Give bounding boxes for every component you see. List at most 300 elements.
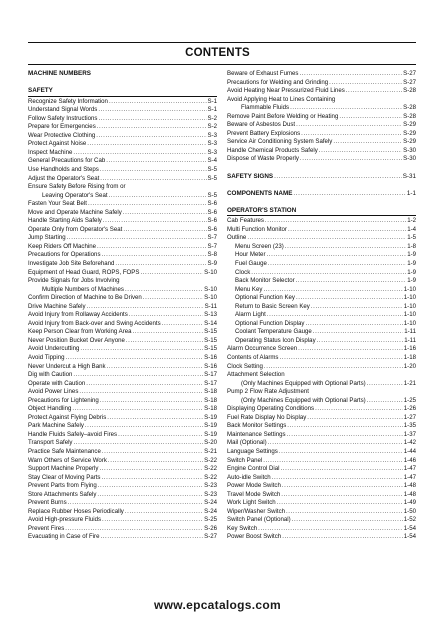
toc-entry[interactable] — [28, 149, 217, 158]
toc-entry[interactable] — [227, 251, 416, 260]
toc-entry-title: Optional Function Display — [235, 319, 305, 327]
toc-page-number: S-16 — [204, 362, 217, 370]
toc-dot-leader — [85, 422, 203, 431]
toc-entry[interactable] — [28, 277, 217, 286]
toc-entry[interactable] — [227, 286, 416, 295]
toc-entry-title: Beware of Exhaust Fumes — [227, 70, 299, 77]
toc-entry-title: Mail (Optional) — [227, 439, 267, 447]
toc-page-number: S-20 — [204, 439, 217, 447]
toc-page-number: S-2 — [207, 114, 217, 122]
toc-entry[interactable] — [28, 371, 217, 380]
toc-entry[interactable] — [227, 533, 416, 542]
toc-dot-leader — [287, 431, 403, 440]
toc-page-number: 1-42 — [403, 439, 416, 447]
toc-page-number: 1-48 — [403, 490, 416, 498]
toc-page-number: 1-10 — [403, 302, 416, 310]
toc-page-number: 1-5 — [407, 234, 416, 242]
toc-dot-leader — [118, 431, 203, 440]
toc-entry-title: Pump 2 Flow Rate Adjustment — [227, 388, 309, 396]
toc-page-number: S-28 — [403, 87, 416, 95]
toc-dot-leader — [279, 448, 403, 457]
toc-entry[interactable] — [28, 448, 217, 457]
toc-entry[interactable] — [28, 328, 217, 337]
toc-entry-title: Protect Against Noise — [28, 140, 87, 148]
toc-entry-title: Ensure Safety Before Rising from or — [28, 183, 126, 191]
toc-entry[interactable] — [28, 251, 217, 260]
toc-page-number: S-17 — [204, 379, 217, 387]
toc-entry-title: Menu Screen (23) — [235, 242, 284, 250]
toc-dot-leader — [100, 175, 206, 184]
toc-entry-title: Travel Mode Switch — [227, 490, 281, 498]
toc-entry[interactable] — [28, 499, 217, 508]
toc-dot-leader — [264, 363, 403, 372]
toc-entry-title: Prevent Parts from Flying — [28, 482, 97, 490]
toc-entry-title: Keep Person Clear from Working Area — [28, 328, 132, 336]
toc-entry[interactable] — [28, 226, 217, 235]
toc-dot-leader — [73, 149, 206, 158]
toc-entry[interactable] — [227, 226, 416, 235]
toc-entry[interactable] — [227, 303, 416, 312]
toc-entry-title: Key Switch — [227, 524, 258, 532]
toc-entry-title: Optional Function Key — [235, 294, 295, 302]
toc-entry-title: Back Monitor Settings — [227, 422, 287, 430]
toc-page-number: S-2 — [207, 123, 217, 131]
toc-entry[interactable] — [28, 354, 217, 363]
toc-page-number: 1-9 — [407, 277, 416, 285]
toc-entry[interactable] — [28, 388, 217, 397]
toc-page-number: S-29 — [403, 121, 416, 129]
toc-page-number: 1-47 — [403, 473, 416, 481]
toc-entry-title: Prevent Fires — [28, 524, 65, 532]
toc-entry-title: Avoid Undercutting — [28, 345, 80, 353]
toc-entry[interactable] — [28, 457, 217, 466]
toc-entry-title: Warn Others of Service Work — [28, 456, 107, 464]
toc-dot-leader — [80, 345, 203, 354]
toc-entry[interactable] — [227, 320, 416, 329]
toc-page-number: S-8 — [207, 251, 217, 259]
toc-entry[interactable] — [227, 525, 416, 534]
toc-entry-title: Never Undercut a High Bank — [28, 362, 106, 370]
toc-entry-title: Provide Signals for Jobs Involving — [28, 277, 120, 285]
toc-page-number: S-6 — [207, 200, 217, 208]
toc-dot-leader — [140, 269, 203, 278]
toc-entry[interactable] — [227, 448, 416, 457]
toc-entry[interactable] — [227, 474, 416, 483]
toc-page-number: S-24 — [204, 507, 217, 515]
toc-page-number: 1-4 — [407, 225, 416, 233]
toc-entry-title: Precautions for Operations — [28, 251, 101, 259]
toc-dot-leader — [100, 397, 203, 406]
toc-entry[interactable] — [227, 397, 416, 406]
toc-page-number: S-5 — [207, 191, 217, 199]
toc-page-number: S-28 — [403, 112, 416, 120]
toc-page-number: 1-11 — [404, 328, 416, 336]
toc-page-number: 1-8 — [407, 242, 416, 250]
toc-entry-title: Switch Panel (Optional) — [227, 516, 291, 524]
toc-entry-title: Operate with Caution — [28, 379, 86, 387]
toc-entry[interactable] — [28, 234, 217, 243]
toc-page-number: S-6 — [207, 217, 217, 225]
toc-entry-title: Displaying Operating Conditions — [227, 405, 315, 413]
toc-page-number: S-11 — [204, 302, 217, 310]
toc-entry[interactable] — [28, 209, 217, 218]
toc-page-number: S-16 — [204, 354, 217, 361]
toc-page-number: S-18 — [204, 405, 217, 413]
toc-entry[interactable] — [28, 123, 217, 132]
toc-entry[interactable] — [28, 482, 217, 491]
toc-page-number: S-19 — [204, 430, 217, 438]
toc-entry[interactable] — [28, 294, 217, 303]
toc-entry-title: Language Settings — [227, 448, 278, 456]
toc-entry[interactable] — [227, 138, 416, 147]
toc-dot-leader — [346, 87, 402, 96]
toc-entry[interactable] — [227, 491, 416, 500]
toc-page-number: 1-46 — [403, 456, 416, 464]
toc-page-number: S-5 — [207, 174, 217, 182]
toc-dot-leader — [293, 190, 405, 199]
title-top-rule — [28, 42, 416, 43]
toc-entry[interactable] — [227, 380, 416, 389]
toc-entry[interactable] — [28, 183, 217, 192]
toc-section-heading[interactable] — [227, 207, 416, 217]
toc-entry-title: OPERATOR'S STATION — [227, 206, 297, 214]
toc-dot-leader — [282, 533, 403, 542]
toc-entry[interactable] — [227, 422, 416, 431]
toc-entry-title: Move and Operate Machine Safely — [28, 208, 122, 216]
toc-dot-leader — [103, 217, 207, 226]
toc-spacer — [227, 181, 416, 190]
toc-page-number: S-25 — [204, 516, 217, 524]
toc-page-number: 1-10 — [403, 319, 416, 327]
toc-spacer — [227, 164, 416, 173]
toc-page-number: S-3 — [207, 140, 217, 148]
toc-page-number: S-22 — [204, 473, 217, 481]
toc-page-number: 1-49 — [403, 499, 416, 507]
toc-dot-leader — [305, 320, 402, 329]
toc-entry[interactable] — [28, 533, 217, 542]
toc-entry[interactable] — [28, 414, 217, 423]
toc-entry[interactable] — [227, 354, 416, 363]
toc-dot-leader — [72, 405, 203, 414]
toc-entry[interactable] — [227, 96, 416, 105]
toc-entry-title: MACHINE NUMBERS — [28, 70, 91, 77]
toc-dot-leader — [98, 115, 206, 124]
toc-entry-title: Practice Safe Maintenance — [28, 448, 101, 456]
toc-page-number: S-3 — [207, 148, 217, 156]
toc-page-number: 1-47 — [403, 465, 416, 473]
toc-dot-leader — [86, 380, 203, 389]
toc-dot-leader — [265, 217, 406, 226]
toc-dot-leader — [125, 508, 203, 517]
toc-entry[interactable] — [28, 465, 217, 474]
toc-dot-leader — [96, 132, 206, 141]
toc-entry-title: Avoid Injury from Back-over and Swing Accidents — [28, 319, 161, 327]
toc-spacer — [28, 79, 217, 88]
toc-entry[interactable] — [227, 260, 416, 269]
toc-page-number: 1-25 — [403, 396, 416, 404]
toc-entry[interactable] — [28, 217, 217, 226]
toc-entry[interactable] — [227, 217, 416, 226]
toc-page-number: S-17 — [204, 371, 217, 379]
toc-page-number: 1-11 — [404, 336, 416, 344]
toc-dot-leader — [274, 173, 402, 182]
toc-entry[interactable] — [227, 311, 416, 320]
toc-dot-leader — [313, 328, 403, 337]
toc-entry[interactable] — [227, 345, 416, 354]
toc-entry[interactable] — [227, 405, 416, 414]
toc-entry-title: Fasten Your Seat Belt — [28, 200, 87, 208]
toc-dot-leader — [333, 138, 402, 147]
toc-section-heading[interactable] — [28, 70, 217, 79]
toc-dot-leader — [87, 303, 204, 312]
toc-entry[interactable] — [28, 337, 217, 346]
toc-dot-leader — [277, 499, 403, 508]
toc-entry-title: Power Mode Switch — [227, 482, 281, 490]
toc-dot-leader — [315, 405, 403, 414]
toc-dot-leader — [102, 251, 207, 260]
title-bottom-rule — [28, 64, 416, 65]
toc-entry-title: Protect Against Flying Debris — [28, 413, 107, 421]
toc-entry[interactable] — [227, 431, 416, 440]
toc-entry[interactable] — [227, 113, 416, 122]
toc-dot-leader — [281, 465, 403, 474]
toc-page-number: 1-48 — [403, 482, 416, 490]
toc-entry[interactable] — [28, 260, 217, 269]
toc-entry[interactable] — [227, 277, 416, 286]
toc-entry-title: Follow Safety Instructions — [28, 114, 98, 122]
toc-entry[interactable] — [28, 166, 217, 175]
toc-dot-leader — [290, 104, 402, 113]
toc-entry[interactable] — [28, 286, 217, 295]
toc-dot-leader — [300, 155, 402, 164]
toc-dot-leader — [99, 465, 203, 474]
toc-spacer — [227, 198, 416, 207]
toc-dot-leader — [319, 147, 402, 156]
toc-entry-title: Equipment of Head Guard, ROPS, FOPS — [28, 268, 140, 276]
toc-entry-title: Handle Starting Aids Safely — [28, 217, 102, 225]
toc-entry[interactable] — [227, 155, 416, 164]
toc-dot-leader — [267, 311, 403, 320]
toc-entry[interactable] — [227, 439, 416, 448]
toc-entry[interactable] — [227, 482, 416, 491]
toc-page-number: 1-10 — [403, 311, 416, 319]
toc-entry[interactable] — [28, 132, 217, 141]
toc-entry[interactable] — [227, 243, 416, 252]
toc-entry[interactable] — [28, 98, 217, 107]
toc-page-number: S-18 — [204, 388, 217, 396]
toc-entry[interactable] — [227, 234, 416, 243]
toc-dot-leader — [299, 70, 402, 79]
toc-entry[interactable] — [227, 388, 416, 397]
toc-entry[interactable] — [28, 516, 217, 525]
toc-entry-title: Operate Only from Operator's Seat — [28, 225, 123, 233]
toc-dot-leader — [367, 380, 403, 389]
toc-entry[interactable] — [28, 422, 217, 431]
toc-dot-leader — [292, 516, 403, 525]
toc-dot-leader — [123, 209, 207, 218]
toc-dot-leader — [266, 251, 406, 260]
toc-dot-leader — [282, 482, 403, 491]
toc-entry[interactable] — [227, 269, 416, 278]
toc-dot-leader — [107, 414, 203, 423]
toc-dot-leader — [287, 422, 403, 431]
toc-page-number: 1-9 — [407, 268, 416, 276]
toc-dot-leader — [97, 123, 207, 132]
toc-page-number: 1-10 — [403, 285, 416, 293]
toc-dot-leader — [97, 243, 207, 252]
toc-entry-title: Transport Safely — [28, 439, 73, 447]
toc-entry[interactable] — [227, 328, 416, 337]
toc-page-number: S-22 — [204, 456, 217, 464]
toc-entry[interactable] — [28, 320, 217, 329]
toc-page-number: S-6 — [207, 208, 217, 216]
toc-dot-leader — [367, 397, 403, 406]
toc-entry[interactable] — [28, 269, 217, 278]
toc-entry[interactable] — [28, 175, 217, 184]
toc-entry-title: Engine Control Dial — [227, 465, 280, 473]
toc-entry[interactable] — [227, 87, 416, 96]
toc-entry[interactable] — [227, 121, 416, 130]
toc-dot-leader — [87, 140, 206, 149]
toc-entry-title: Investigate Job Site Beforehand — [28, 259, 115, 267]
toc-page-number: 1-26 — [403, 405, 416, 413]
toc-page-number: S-13 — [204, 311, 217, 319]
toc-entry[interactable] — [227, 104, 416, 113]
toc-entry[interactable] — [28, 140, 217, 149]
toc-entry-title: Avoid Applying Heat to Lines Containing — [227, 95, 336, 103]
toc-page-number: 1-44 — [403, 448, 416, 456]
toc-entry[interactable] — [227, 371, 416, 380]
toc-dot-leader — [288, 226, 406, 235]
toc-dot-leader — [88, 200, 207, 209]
toc-entry[interactable] — [28, 311, 217, 320]
toc-entry-title: Prevent Burns — [28, 499, 67, 507]
toc-entry[interactable] — [28, 439, 217, 448]
toc-entry-title: Object Handling — [28, 405, 72, 413]
toc-entry[interactable] — [227, 457, 416, 466]
toc-page-number: 1-50 — [403, 507, 416, 515]
toc-entry[interactable] — [227, 294, 416, 303]
toc-entry[interactable] — [28, 303, 217, 312]
toc-dot-leader — [68, 499, 204, 508]
toc-dot-leader — [100, 166, 207, 175]
toc-entry[interactable] — [28, 345, 217, 354]
toc-page-number: 1-35 — [403, 422, 416, 430]
toc-entry-title: Outline — [227, 234, 247, 242]
toc-entry-title: Power Boost Switch — [227, 533, 282, 541]
toc-dot-leader — [263, 286, 402, 295]
toc-entry[interactable] — [28, 525, 217, 534]
toc-entry[interactable] — [28, 380, 217, 389]
toc-dot-leader — [102, 448, 203, 457]
toc-entry-title: Avoid High-pressure Fluids — [28, 516, 102, 524]
toc-entry-title: Confirm Direction of Machine to Be Driven — [28, 294, 142, 302]
toc-dot-leader — [65, 354, 203, 363]
toc-entry[interactable] — [28, 200, 217, 209]
toc-entry-title: Beware of Asbestos Dust — [227, 121, 296, 129]
toc-entry-title: Remove Paint Before Welding or Heating — [227, 112, 339, 120]
toc-entry-title: Back Monitor Selector — [235, 277, 295, 285]
toc-entry[interactable] — [227, 147, 416, 156]
toc-entry-title: Jump Starting — [28, 234, 66, 242]
toc-dot-leader — [268, 260, 406, 269]
toc-page-number: S-29 — [403, 129, 416, 137]
toc-entry[interactable] — [28, 405, 217, 414]
toc-entry-title: Fuel Rate Display No Display — [227, 413, 307, 421]
toc-entry[interactable] — [28, 157, 217, 166]
toc-dot-leader — [301, 130, 402, 139]
toc-entry[interactable] — [28, 491, 217, 500]
toc-dot-leader — [133, 328, 204, 337]
toc-dot-leader — [126, 337, 203, 346]
toc-entry-title: Drive Machine Safely — [28, 302, 86, 310]
toc-section-heading[interactable] — [227, 190, 416, 199]
toc-entry-title: Flammable Fluids — [241, 104, 290, 112]
toc-entry[interactable] — [28, 243, 217, 252]
toc-page-number: 1-10 — [403, 294, 416, 302]
toc-entry-title: Avoid Power Lines — [28, 388, 79, 396]
toc-dot-leader — [109, 98, 207, 107]
toc-entry-title: Hour Meter — [235, 251, 266, 259]
toc-entry[interactable] — [227, 79, 416, 88]
toc-page-number: S-24 — [204, 499, 217, 507]
toc-page-number: S-15 — [204, 345, 217, 353]
toc-dot-leader — [106, 157, 206, 166]
toc-entry[interactable] — [28, 106, 217, 115]
toc-page-number: 1-20 — [403, 362, 416, 370]
toc-page-number: S-1 — [207, 97, 217, 105]
toc-entry[interactable] — [28, 474, 217, 483]
toc-dot-leader — [65, 525, 203, 534]
toc-page-number: S-27 — [403, 70, 416, 77]
toc-entry[interactable] — [28, 397, 217, 406]
toc-section-heading[interactable] — [28, 87, 217, 97]
toc-entry-title: Multi Function Monitor — [227, 225, 287, 233]
toc-entry[interactable] — [227, 516, 416, 525]
toc-column-right — [227, 70, 416, 542]
toc-entry-title: Prevent Battery Explosions — [227, 129, 301, 137]
toc-entry-title: Clock — [235, 268, 251, 276]
toc-entry[interactable] — [28, 431, 217, 440]
toc-entry[interactable] — [227, 414, 416, 423]
toc-entry-title: Alarm Light — [235, 311, 266, 319]
toc-entry-title: Precautions for Welding and Grinding — [227, 78, 329, 86]
toc-entry-title: Leaving Operator's Seat — [42, 191, 108, 199]
page-title: CONTENTS — [185, 47, 250, 59]
toc-entry-title: Multiple Numbers of Machines — [42, 285, 124, 293]
toc-entry[interactable] — [227, 363, 416, 372]
toc-entry[interactable] — [28, 508, 217, 517]
toc-dot-leader — [162, 320, 203, 329]
toc-entry-title: Precautions for Lightening — [28, 396, 99, 404]
toc-entry[interactable] — [227, 508, 416, 517]
toc-entry[interactable] — [28, 115, 217, 124]
toc-page-number: S-4 — [207, 157, 217, 165]
toc-section-heading[interactable] — [227, 173, 416, 182]
toc-entry[interactable] — [28, 363, 217, 372]
toc-entry[interactable] — [227, 70, 416, 79]
toc-dot-leader — [98, 106, 206, 115]
toc-entry[interactable] — [227, 337, 416, 346]
toc-entry[interactable] — [227, 499, 416, 508]
toc-entry-title: Prepare for Emergencies — [28, 123, 96, 131]
toc-entry[interactable] — [28, 192, 217, 201]
toc-entry-title: General Precautions for Cab — [28, 157, 106, 165]
toc-entry[interactable] — [227, 465, 416, 474]
toc-entry-title: SAFETY SIGNS — [227, 172, 274, 180]
toc-dot-leader — [296, 277, 407, 286]
toc-entry[interactable] — [227, 130, 416, 139]
